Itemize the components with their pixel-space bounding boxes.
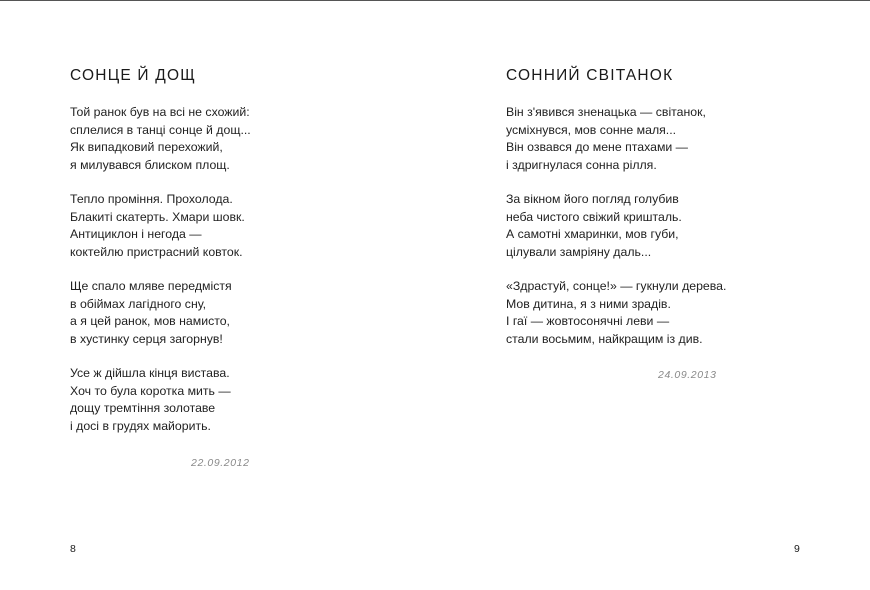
poem-line: і здригнулася сонна рілля. (506, 157, 657, 172)
poem-line: і досі в грудях майорить. (70, 418, 211, 433)
stanza (506, 278, 726, 348)
poem-title: СОННИЙ СВІТАНОК (506, 67, 674, 84)
poem-line: в хустинку серця загорнув! (70, 331, 223, 346)
poem-line: Він озвався до мене птахами — (506, 140, 688, 154)
right-page (506, 0, 826, 590)
poem-line: я милувався блиском площ. (70, 157, 230, 172)
poem-line: Усе ж дійшла кінця вистава. (70, 366, 230, 380)
poem-line: Ще спало мляве передмістя (70, 279, 232, 293)
poem-line: Блакиті скатерть. Хмари шовк. (70, 209, 245, 224)
poem-date: 22.09.2012 (191, 457, 250, 469)
poem-line: За вікном його погляд голубив (506, 192, 679, 206)
poem-line: І гаї — жовтосонячні леви — (506, 314, 670, 328)
poem-line: Як випадковий перехожий, (70, 140, 223, 154)
poem-line: стали восьмим, найкращим із див. (506, 331, 703, 346)
stanza (70, 191, 251, 261)
poem-line: в обіймах лагідного сну, (70, 296, 207, 311)
poem-line: усміхнувся, мов сонне маля... (506, 122, 677, 137)
poem-line: Хоч то була коротка мить — (70, 383, 231, 398)
poem-date: 24.09.2013 (658, 369, 717, 381)
poem-title: СОНЦЕ Й ДОЩ (70, 67, 196, 84)
stanza (70, 278, 251, 348)
left-page (70, 0, 390, 590)
poem-line: Тепло проміння. Прохолода. (70, 192, 233, 206)
poem-line: «Здрастуй, сонце!» — гукнули дерева. (506, 279, 727, 293)
stanza (70, 104, 251, 174)
poem-line: дощу тремтіння золотаве (70, 401, 216, 415)
poem-line: Мов дитина, я з ними зрадів. (506, 296, 671, 311)
poem-line: неба чистого свіжий кришталь. (506, 209, 682, 224)
poem-line: А самотні хмаринки, мов губи, (506, 227, 679, 241)
stanza (506, 104, 726, 174)
stanza (506, 191, 726, 261)
poem-line: Той ранок був на всі не схожий: (70, 105, 250, 119)
poem-body (506, 104, 726, 365)
poem-line: коктейлю пристрасний ковток. (70, 244, 243, 259)
poem-line: сплелися в танці сонце й дощ... (70, 122, 251, 137)
page-number: 8 (70, 543, 76, 555)
poem-body (70, 104, 251, 452)
page-number: 9 (794, 543, 800, 555)
poem-line: цілували замріяну даль... (506, 244, 652, 259)
stanza (70, 365, 251, 435)
poem-line: Він з'явився зненацька — світанок, (506, 105, 706, 119)
poem-line: Антициклон і негода — (70, 227, 202, 241)
poem-line: а я цей ранок, мов намисто, (70, 314, 230, 328)
